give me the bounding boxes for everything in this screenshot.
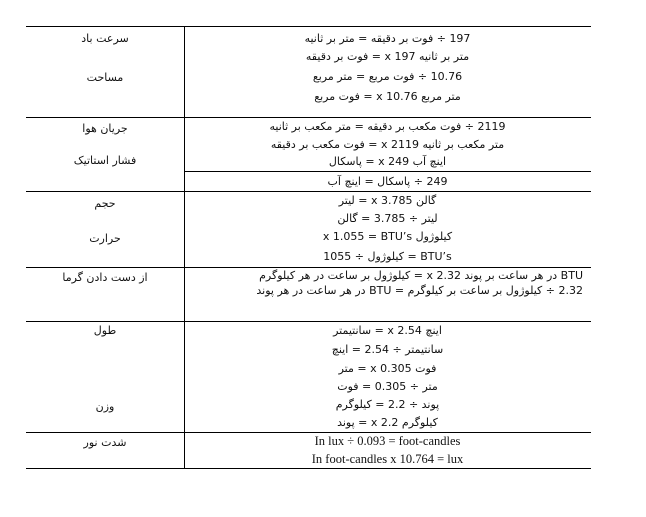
row-separator [26,117,591,118]
value-volume-2: لیتر ÷ 3.785 = گالن [337,212,438,225]
value-heat-loss-2: 2.32 ÷ کیلوژول بر ساعت بر کیلوگرم = BTU در هر ساعت در هر پوند [256,284,583,297]
value-heat-loss [186,268,589,320]
label-area: مساحت [86,71,124,84]
label-length: طول [93,324,117,337]
row-separator [26,191,591,192]
label-air-flow: جریان هوا [82,122,128,135]
column-divider [184,27,185,468]
label-volume: حجم [94,197,116,210]
value-heat-2: BTU’s = کیلوژول ÷ 1055 [323,250,452,263]
conversion-table [26,26,591,469]
value-length-2: سانتیمتر ÷ 2.54 = اینچ [331,343,444,356]
value-air-flow-1: 2119 ÷ فوت مکعب بر دقیقه = متر مکعب بر ثانیه [269,120,506,133]
value-weight-1: پوند ÷ 2.2 = کیلوگرم [335,398,440,411]
label-light-intensity: شدت نور [83,436,127,449]
row-separator [26,321,591,322]
label-heat: حرارت [89,232,121,245]
row-separator-partial [184,171,591,172]
label-heat-loss: از دست دادن گرما [62,271,148,284]
value-weight-2: کیلوگرم x 2.2 = پوند [337,416,438,429]
value-light-intensity-2: In foot-candles x 10.764 = lux [311,452,464,466]
value-area-1: 10.76 ÷ فوت مربع = متر مربع [312,70,463,83]
value-area-2: متر مربع x 10.76 = فوت مربع [314,90,461,103]
value-heat-1: کیلوژول x 1.055 = BTU’s [322,230,453,243]
label-wind-speed: سرعت باد [81,32,129,45]
value-length-4: متر ÷ 0.305 = فوت [337,380,438,393]
value-volume-1: گالن x 3.785 = لیتر [338,194,437,207]
value-length-1: اینچ x 2.54 = سانتیمتر [333,324,442,337]
value-wind-speed-1: 197 ÷ فوت بر دقیقه = متر بر ثانیه [304,32,471,45]
label-static-pressure: فشار استاتیک [73,154,137,167]
value-heat-loss-1: BTU در هر ساعت بر پوند x 2.32 = کیلوژول بر ساعت در هر کیلوگرم [259,269,583,282]
value-light-intensity-1: In lux ÷ 0.093 = foot-candles [314,434,461,448]
label-weight: وزن [95,400,115,413]
value-wind-speed-2: متر بر ثانیه x 197 = فوت بر دقیقه [305,50,470,63]
value-air-flow-2: متر مکعب بر ثانیه x 2119 = فوت مکعب بر دقیقه [270,138,505,151]
value-static-pressure-1: اینچ آب x 249 = پاسکال [328,155,447,168]
value-length-3: فوت x 0.305 = متر [338,362,437,375]
value-static-pressure-2: 249 ÷ پاسکال = اینچ آب [327,175,448,188]
